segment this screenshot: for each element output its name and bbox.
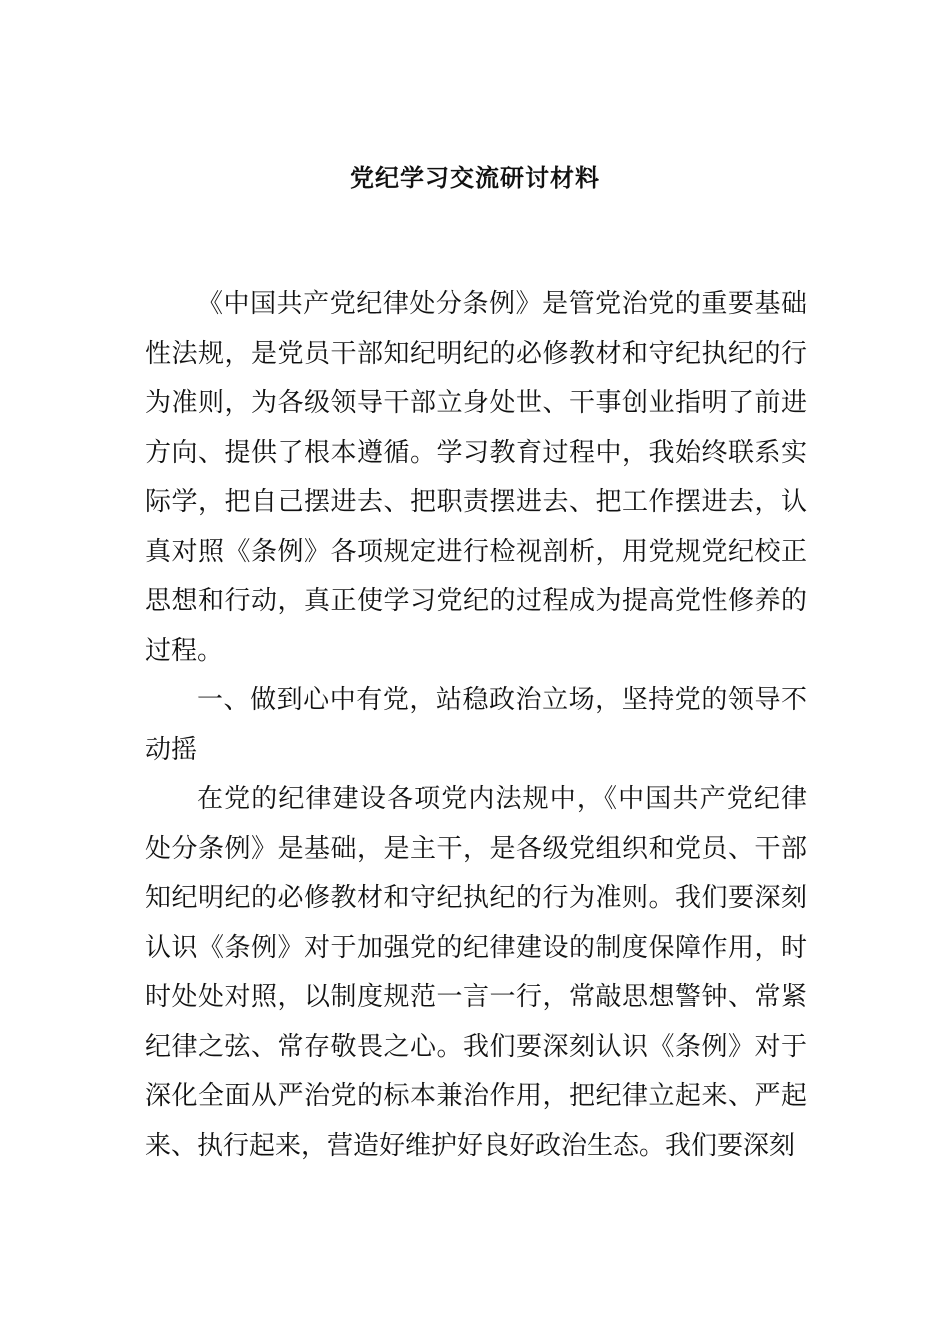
document-body — [145, 280, 807, 1171]
paragraph-section-1: 在党的纪律建设各项党内法规中，《中国共产党纪律处分条例》是基础，是主干，是各级党组织和党员、干部知纪明纪的必修教材和守纪执纪的行为准则。我们要深刻认识《条例》对于加强党的纪律建设的制度保障作用，时时处处对照，以制度规范一言一行，常敲思想警钟、常紧纪律之弦、常存敬畏之心。我们要深刻认识《条例》对于深化全面从严治党的标本兼治作用，把纪律立起来、严起来、执行起来，营造好维护好良好政治生态。我们要深刻 — [145, 784, 807, 1161]
section-heading-1: 一、做到心中有党，站稳政治立场，坚持党的领导不动摇 — [145, 685, 807, 765]
document-title: 党纪学习交流研讨材料 — [350, 164, 600, 192]
paragraph-intro: 《中国共产党纪律处分条例》是管党治党的重要基础性法规，是党员干部知纪明纪的必修教材和守纪执纪的行为准则，为各级领导干部立身处世、干事创业指明了前进方向、提供了根本遵循。学习教育过程中，我始终联系实际学，把自己摆进去、把职责摆进去、把工作摆进去，认真对照《条例》各项规定进行检视剖析，用党规党纪校正思想和行动，真正使学习党纪的过程成为提高党性修养的过程。 — [145, 289, 807, 666]
